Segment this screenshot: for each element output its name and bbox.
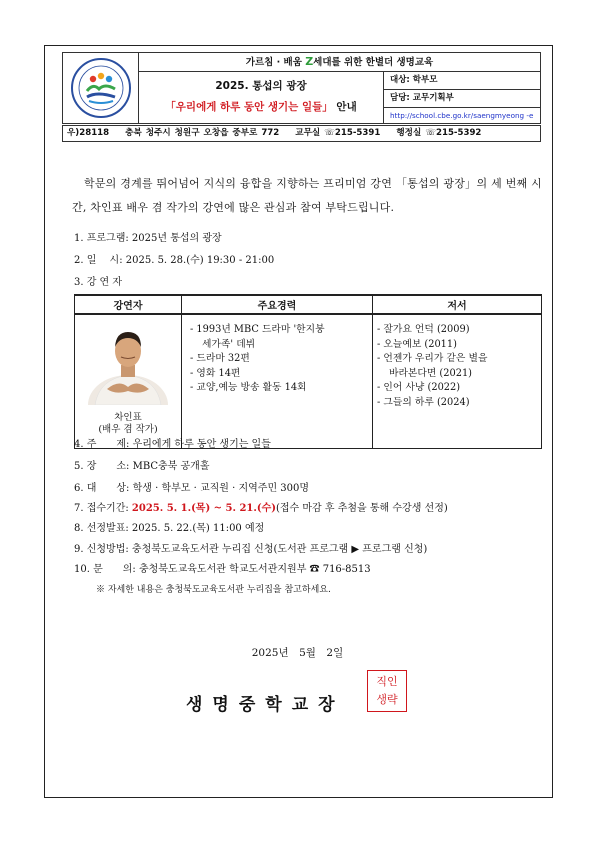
list-item-topic: 4. 주 제: 우리에게 하루 동안 생기는 일들 bbox=[74, 439, 271, 450]
career-item: - 교양,예능 방송 활동 14회 bbox=[190, 382, 307, 393]
address: 충북 청주시 청원구 오창읍 중부로 772 bbox=[125, 128, 280, 138]
list-item-announce: 8. 선정발표: 2025. 5. 22.(목) 11:00 예정 bbox=[74, 523, 265, 534]
book-item: - 오늘예보 (2011) bbox=[377, 338, 457, 350]
header-speaker: 강연자 bbox=[75, 295, 182, 314]
seal-text-line2: 생략 bbox=[376, 693, 398, 706]
list-item-speaker-heading: 3. 강 연 자 bbox=[74, 277, 123, 288]
career-cell bbox=[182, 314, 373, 448]
seal-text-line1: 직인 bbox=[376, 675, 398, 688]
info-box bbox=[384, 72, 540, 123]
address-bar bbox=[62, 125, 541, 142]
book-item: - 인어 사냥 (2022) bbox=[377, 382, 461, 393]
intro-paragraph: 학문의 경계를 뛰어넘어 지식의 융합을 지향하는 프리미엄 강연 「통섭의 광장」의 세 번째 시간, 차인표 배우 겸 작가의 강연에 많은 관심과 참여 부탁드립니다. bbox=[72, 177, 542, 214]
signature-school-principal: 생명중학교장 bbox=[186, 695, 345, 715]
career-item: - 드라마 32편 bbox=[190, 353, 250, 364]
header-books: 저서 bbox=[373, 295, 542, 314]
speaker-photo bbox=[85, 323, 171, 405]
zip-code: 우)28118 bbox=[67, 128, 110, 138]
speaker-table bbox=[74, 294, 542, 449]
school-emblem-icon bbox=[63, 53, 139, 123]
target-label: 대상: 학부모 bbox=[384, 72, 540, 90]
seal-stamp bbox=[367, 670, 407, 712]
book-item: - 잘가요 언덕 (2009) bbox=[377, 324, 470, 335]
books-cell bbox=[373, 314, 542, 448]
speaker-name: 차인표 bbox=[114, 412, 142, 423]
contact-label: 담당: 교무기획부 bbox=[384, 90, 540, 108]
issue-date: 2025년 5월 2일 bbox=[251, 647, 344, 659]
title-line-2: 「우리에게 하루 동안 생기는 일들」 안내 bbox=[165, 101, 357, 113]
reference-note: ※ 자세한 내용은 충청북도교육도서관 누리집을 참고하세요. bbox=[96, 585, 331, 595]
slogan: 가르침 · 배움 Z세대를 위한 한별더 생명교육 bbox=[139, 53, 540, 72]
career-item: - 1993년 MBC 드라마 '한지붕 bbox=[190, 324, 325, 335]
speaker-role: (배우 겸 작가) bbox=[98, 424, 158, 435]
list-item-audience: 6. 대 상: 학생 · 학부모 · 교직원 · 지역주민 300명 bbox=[74, 483, 310, 494]
list-item-program: 1. 프로그램: 2025년 통섭의 광장 bbox=[74, 233, 222, 244]
letterhead bbox=[62, 52, 541, 124]
school-url-link[interactable]: http://school.cbe.go.kr/saengmyeong -e bbox=[390, 111, 534, 120]
list-item-method: 9. 신청방법: 충청북도교육도서관 누리집 신청(도서관 프로그램 ▶ 프로그램 신청) bbox=[74, 544, 428, 555]
speaker-cell bbox=[75, 314, 182, 448]
book-item: - 언젠가 우리가 같은 별을 bbox=[377, 353, 488, 364]
faculty-phone: 교무실 ☏215-5391 bbox=[295, 128, 381, 138]
career-item: - 영화 14편 bbox=[190, 367, 241, 379]
book-item: 바라본다면 (2021) bbox=[389, 367, 473, 379]
list-item-datetime: 2. 일 시: 2025. 5. 28.(수) 19:30 - 21:00 bbox=[74, 255, 275, 266]
notice-title bbox=[139, 72, 384, 123]
header-career: 주요경력 bbox=[182, 295, 373, 314]
list-item-inquiry: 10. 문 의: 충청북도교육도서관 학교도서관지원부 ☎ 716-8513 bbox=[74, 564, 371, 575]
list-item-place: 5. 장 소: MBC충북 공개홀 bbox=[74, 461, 210, 472]
title-line-1: 2025. 통섭의 광장 bbox=[215, 80, 307, 92]
admin-phone: 행정실 ☏215-5392 bbox=[396, 128, 482, 138]
book-item: - 그들의 하루 (2024) bbox=[377, 396, 470, 408]
list-item-apply-period: 7. 접수기간: 2025. 5. 1.(목) ~ 5. 21.(수)(접수 마감 후 추첨을 통해 수강생 선정) bbox=[74, 503, 448, 514]
career-item: 세가족' 데뷔 bbox=[202, 338, 256, 350]
